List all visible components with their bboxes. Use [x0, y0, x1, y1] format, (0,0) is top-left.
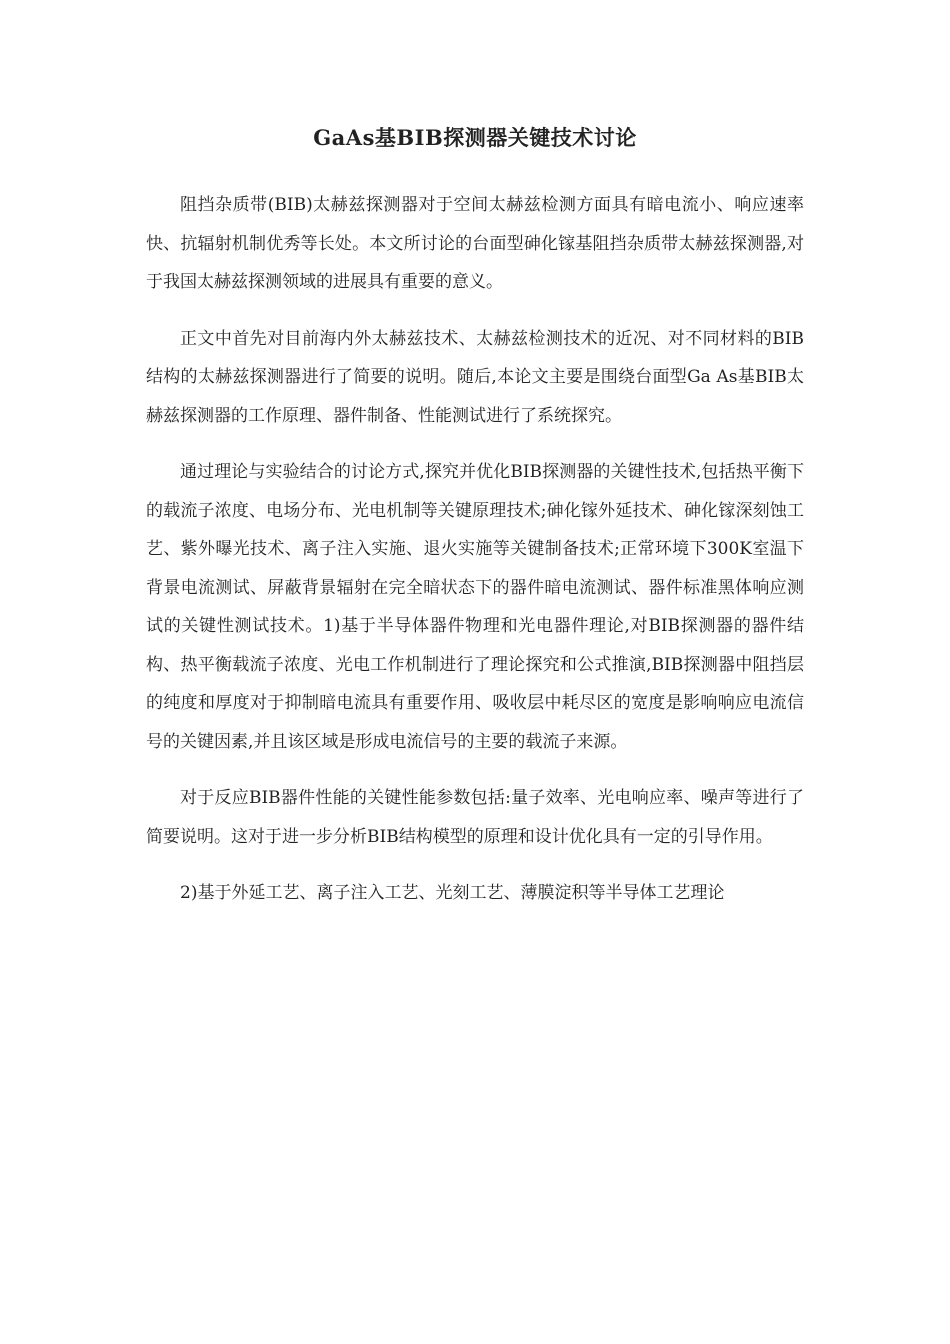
document-title: GaAs基BIB探测器关键技术讨论	[313, 125, 637, 150]
paragraph-1: 阻挡杂质带(BIB)太赫兹探测器对于空间太赫兹检测方面具有暗电流小、响应速率快、抗辐射机制优秀等长处。本文所讨论的台面型砷化镓基阻挡杂质带太赫兹探测器,对于我国太赫兹探测领域的进展具有重要的意义。	[146, 195, 804, 292]
paragraph-4: 对于反应BIB器件性能的关键性能参数包括:量子效率、光电响应率、噪声等进行了简要说明。这对于进一步分析BIB结构模型的原理和设计优化具有一定的引导作用。	[146, 788, 804, 847]
paragraph-5: 2)基于外延工艺、离子注入工艺、光刻工艺、薄膜淀积等半导体工艺理论	[180, 883, 725, 903]
paragraph-3: 通过理论与实验结合的讨论方式,探究并优化BIB探测器的关键性技术,包括热平衡下的载流子浓度、电场分布、光电机制等关键原理技术;砷化镓外延技术、砷化镓深刻蚀工艺、紫外曝光技术、离子注入实施、退火实施等关键制备技术;正常环境下300K室温下背景电流测试、屏蔽背景辐射在完全暗状态下的器件暗电流测试、器件标准黑体响应测试的关键性测试技术。1)基于半导体器件物理和光电器件理论,对BIB探测器的器件结构、热平衡载流子浓度、光电工作机制进行了理论探究和公式推演,BIB探测器中阻挡层的纯度和厚度对于抑制暗电流具有重要作用、吸收层中耗尽区的宽度是影响响应电流信号的关键因素,并且该区域是形成电流信号的主要的载流子来源。	[146, 462, 804, 752]
paragraph-2: 正文中首先对目前海内外太赫兹技术、太赫兹检测技术的近况、对不同材料的BIB结构的太赫兹探测器进行了简要的说明。随后,本论文主要是围绕台面型Ga As基BIB太赫兹探测器的工作原理、器件制备、性能测试进行了系统探究。	[146, 328, 804, 426]
